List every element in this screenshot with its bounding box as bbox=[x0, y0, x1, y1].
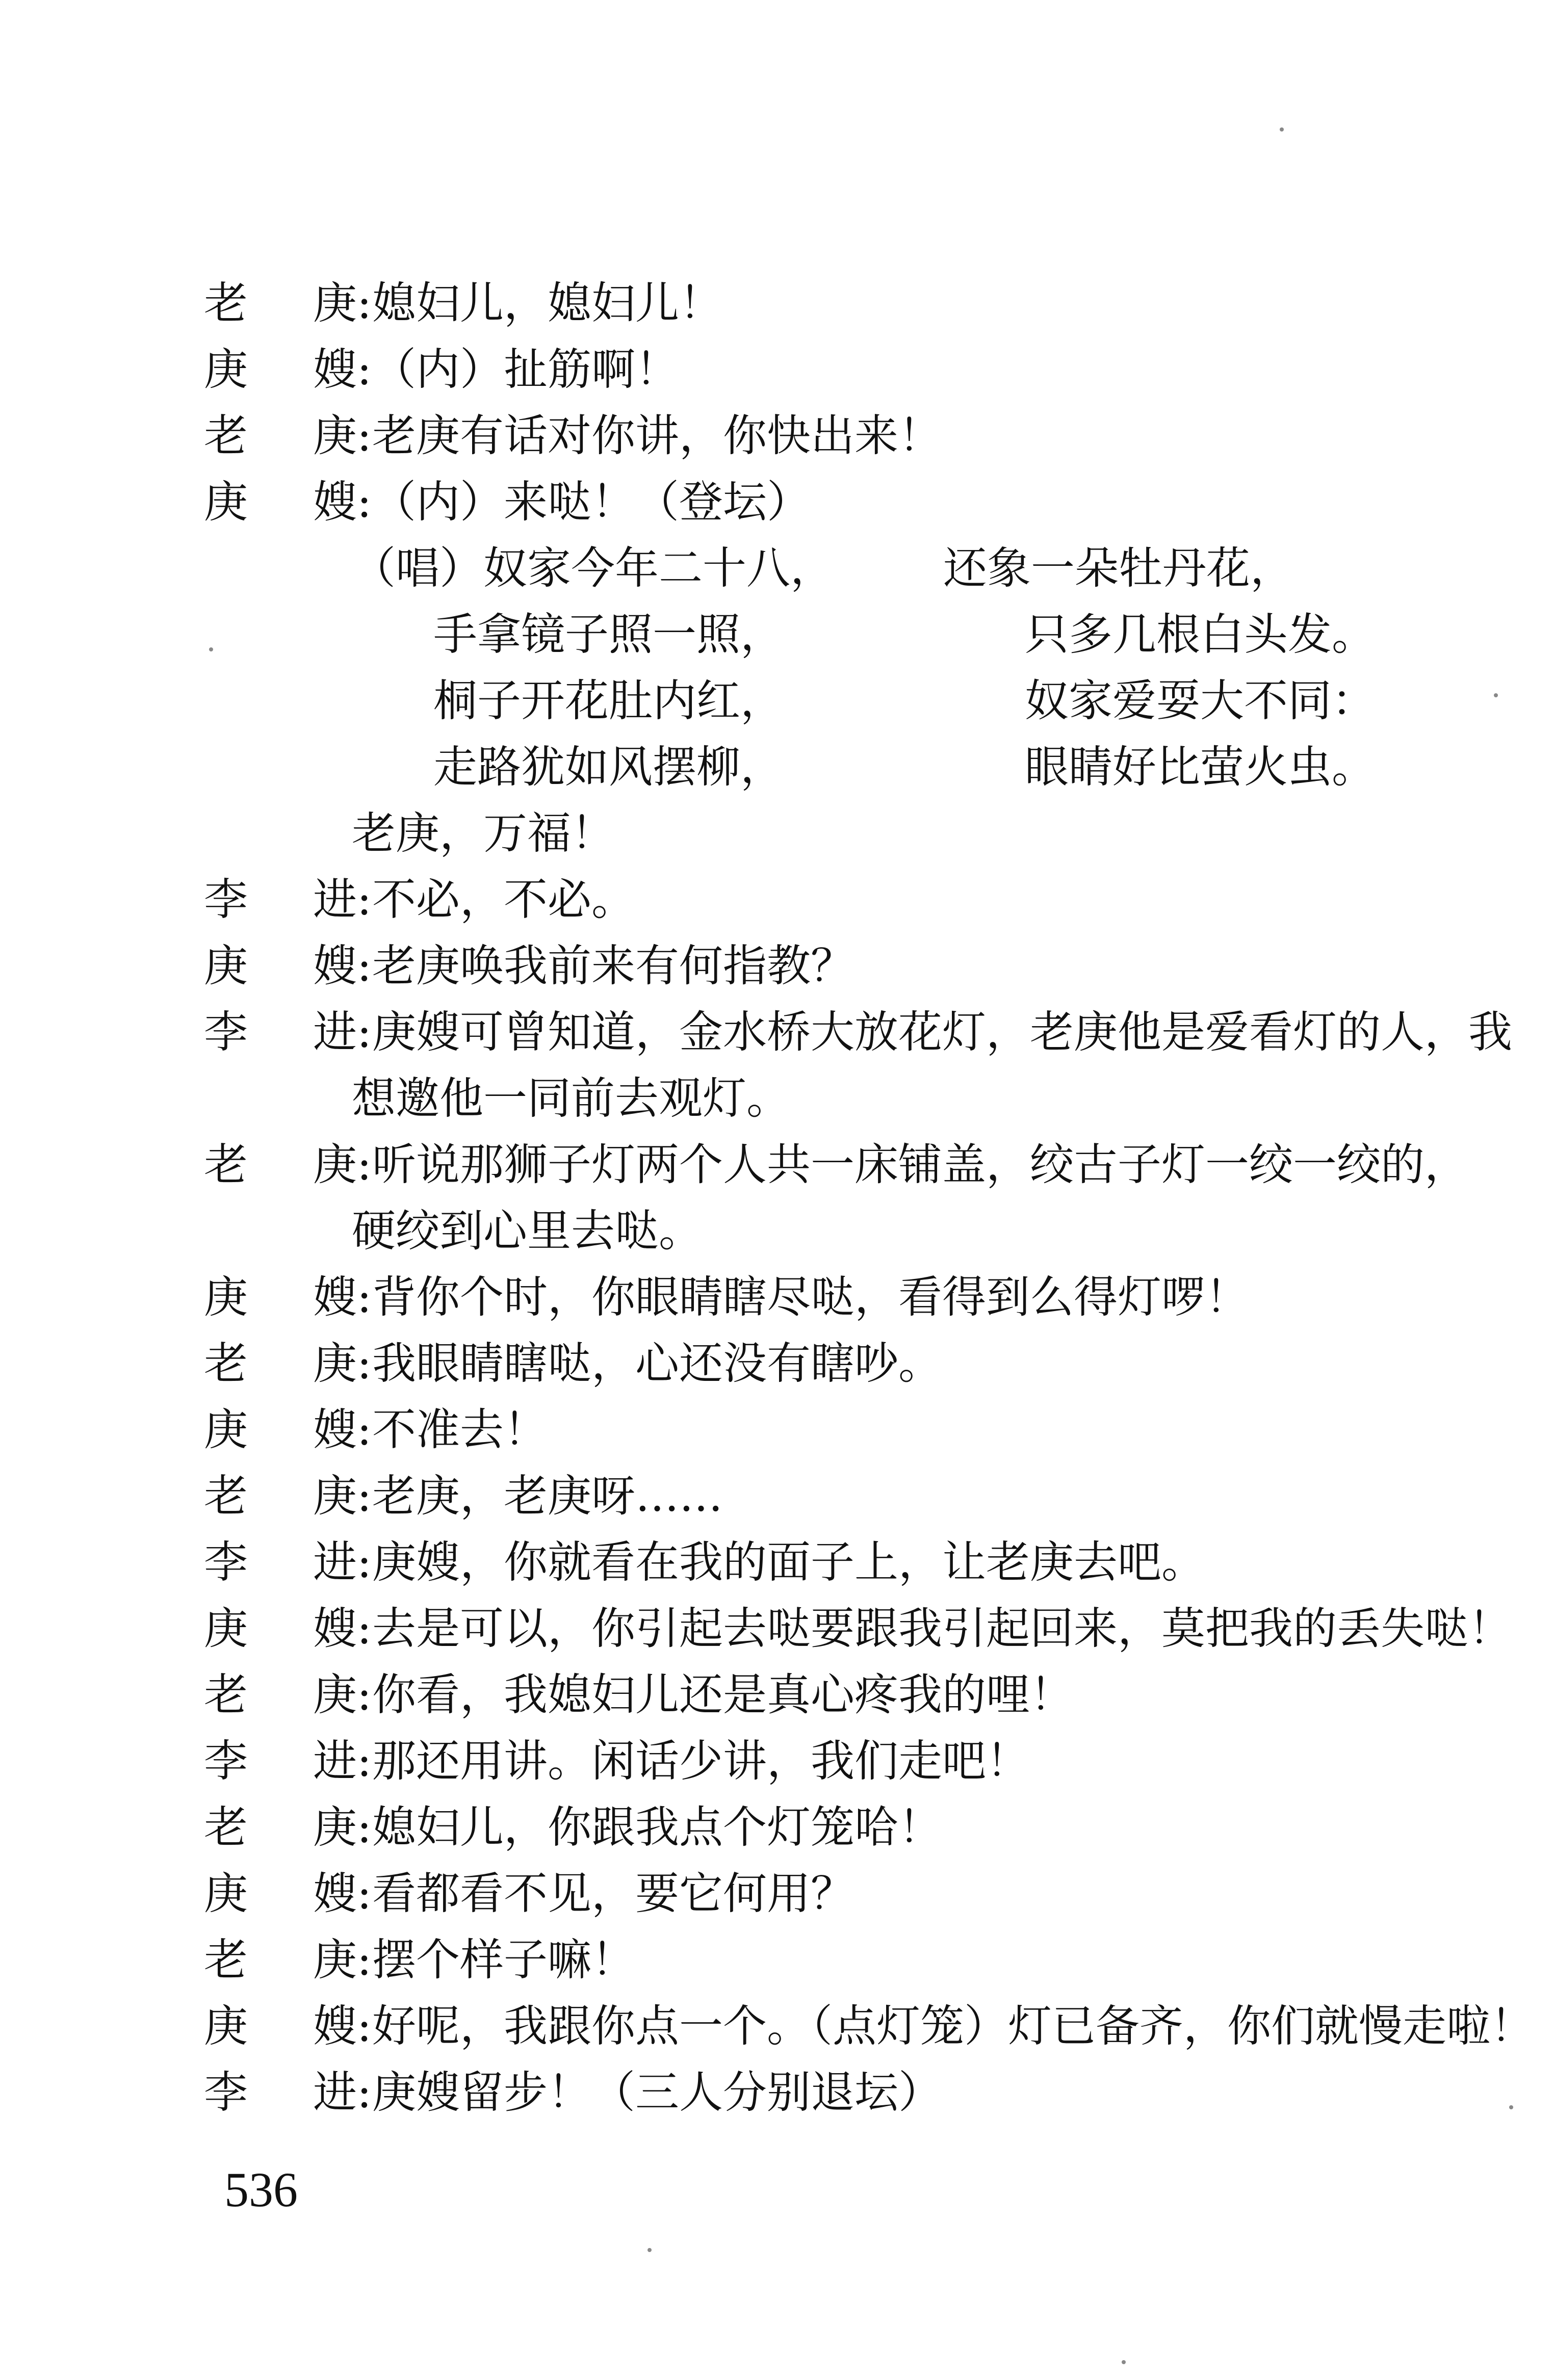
speaker: 老 庚 bbox=[204, 1669, 357, 1720]
scan-speck bbox=[1280, 127, 1284, 132]
page-number: 536 bbox=[224, 2162, 298, 2217]
dialogue-line: 庚 嫂 : 背你个时，你眼睛瞎尽哒，看得到么得灯啰！ bbox=[204, 1264, 1458, 1330]
speaker: 庚 嫂 bbox=[204, 477, 357, 528]
song-intro: （唱） bbox=[352, 543, 483, 594]
line-text: 我眼睛瞎哒，心还没有瞎吵。 bbox=[372, 1338, 942, 1389]
speaker: 李 进 bbox=[204, 874, 357, 925]
dialogue-line: 庚 嫂 : 老庚唤我前来有何指教？ bbox=[204, 933, 1458, 999]
line-text: 那还用讲。闲话少讲，我们走吧！ bbox=[372, 1736, 1030, 1787]
line-text: 看都看不见，要它何用？ bbox=[372, 1868, 854, 1919]
song-verse-right: 还象一朵牡丹花， bbox=[943, 543, 1294, 594]
dialogue-line: 老 庚 : 老庚，老庚呀…… bbox=[204, 1463, 1458, 1529]
song-row bbox=[204, 734, 1458, 800]
speaker: 庚 嫂 bbox=[204, 940, 357, 991]
dialogue-line: 李 进 : 那还用讲。闲话少讲，我们走吧！ bbox=[204, 1728, 1458, 1794]
speaker: 庚 嫂 bbox=[204, 344, 357, 395]
speaker: 庚 嫂 bbox=[204, 1868, 357, 1919]
speaker: 李 进 bbox=[204, 1537, 357, 1588]
line-text: 庚嫂，你就看在我的面子上，让老庚去吧。 bbox=[372, 1537, 1205, 1588]
speaker: 老 庚 bbox=[204, 1139, 357, 1190]
speaker: 老 庚 bbox=[204, 1471, 357, 1522]
line-text: 媳妇儿，媳妇儿！ bbox=[372, 278, 723, 329]
song-verse-left: 走路犹如风摆柳， bbox=[433, 742, 784, 793]
scan-speck bbox=[648, 2248, 652, 2252]
song-verse-right: 只多几根白头发。 bbox=[1025, 609, 1376, 660]
speaker: 庚 嫂 bbox=[204, 1603, 357, 1654]
scan-speck bbox=[209, 647, 213, 651]
dialogue-line: 老 庚 : 老庚有话对你讲，你快出来！ bbox=[204, 403, 1458, 469]
line-text: （内）扯筋啊！ bbox=[372, 344, 679, 395]
line-text: 庚嫂留步！（三人分别退坛） bbox=[372, 2067, 942, 2118]
dialogue-line: 李 进 : 庚嫂，你就看在我的面子上，让老庚去吧。 bbox=[204, 1529, 1458, 1596]
dialogue-line: 庚 嫂 : 好呢，我跟你点一个。（点灯笼）灯已备齐，你们就慢走啦！ bbox=[204, 1993, 1458, 2059]
speaker: 老 庚 bbox=[204, 278, 357, 329]
song-closing: 老庚，万福！ bbox=[352, 808, 615, 859]
dialogue-line: 老 庚 : 我眼睛瞎哒，心还没有瞎吵。 bbox=[204, 1330, 1458, 1397]
scan-speck bbox=[1122, 2360, 1126, 2364]
line-text: 听说那狮子灯两个人共一床铺盖，绞古子灯一绞一绞的， bbox=[372, 1139, 1468, 1190]
speaker: 庚 嫂 bbox=[204, 2001, 357, 2052]
dialogue-line: 李 进 : 庚嫂可曾知道，金水桥大放花灯，老庚他是爱看灯的人，我 bbox=[204, 999, 1458, 1065]
dialogue-line: 老 庚 : 你看，我媳妇儿还是真心疼我的哩！ bbox=[204, 1662, 1458, 1728]
song-row bbox=[204, 668, 1458, 734]
song-verse-right: 眼睛好比萤火虫。 bbox=[1025, 742, 1376, 793]
song-verse-left: 手拿镜子照一照， bbox=[433, 609, 784, 660]
line-continuation: 硬绞到心里去哒。 bbox=[352, 1206, 703, 1257]
song-verse-left: 桐子开花肚内红， bbox=[433, 675, 784, 726]
speaker: 庚 嫂 bbox=[204, 1404, 357, 1455]
dialogue-line: 老 庚 : 媳妇儿，你跟我点个灯笼哈！ bbox=[204, 1794, 1458, 1861]
line-text: 媳妇儿，你跟我点个灯笼哈！ bbox=[372, 1802, 942, 1853]
line-text: 背你个时，你眼睛瞎尽哒，看得到么得灯啰！ bbox=[372, 1272, 1249, 1323]
dialogue-line: 庚 嫂 : （内）来哒！（登坛） bbox=[204, 469, 1458, 535]
scan-speck bbox=[1494, 693, 1498, 697]
song-verse-right: 奴家爱耍大不同： bbox=[1025, 675, 1376, 726]
scan-speck bbox=[1509, 2105, 1513, 2109]
speaker: 李 进 bbox=[204, 1736, 357, 1787]
line-text: 不准去！ bbox=[372, 1404, 548, 1455]
line-text: 老庚唤我前来有何指教？ bbox=[372, 940, 854, 991]
line-continuation: 想邀他一同前去观灯。 bbox=[352, 1073, 790, 1124]
dialogue-line: 李 进 : 庚嫂留步！（三人分别退坛） bbox=[204, 2059, 1458, 2126]
script-text bbox=[204, 270, 1534, 2126]
speaker: 庚 嫂 bbox=[204, 1272, 357, 1323]
line-text: 去是可以，你引起去哒要跟我引起回来，莫把我的丢失哒！ bbox=[372, 1603, 1512, 1654]
speaker: 李 进 bbox=[204, 1007, 357, 1058]
song-row bbox=[204, 535, 1458, 601]
line-text: 老庚有话对你讲，你快出来！ bbox=[372, 410, 942, 461]
dialogue-line: 老 庚 : 摆个样子嘛！ bbox=[204, 1927, 1458, 1993]
line-text: 庚嫂可曾知道，金水桥大放花灯，老庚他是爱看灯的人，我 bbox=[372, 1007, 1512, 1058]
speaker: 老 庚 bbox=[204, 1338, 357, 1389]
speaker: 老 庚 bbox=[204, 1802, 357, 1853]
dialogue-line: 庚 嫂 : 去是可以，你引起去哒要跟我引起回来，莫把我的丢失哒！ bbox=[204, 1596, 1458, 1662]
line-text: 你看，我媳妇儿还是真心疼我的哩！ bbox=[372, 1669, 1074, 1720]
dialogue-line: 老 庚 : 媳妇儿，媳妇儿！ bbox=[204, 270, 1458, 336]
dialogue-line: 老 庚 : 听说那狮子灯两个人共一床铺盖，绞古子灯一绞一绞的， bbox=[204, 1132, 1458, 1198]
dialogue-line: 庚 嫂 : 看都看不见，要它何用？ bbox=[204, 1861, 1458, 1927]
speaker: 老 庚 bbox=[204, 410, 357, 461]
dialogue-line: 庚 嫂 : 不准去！ bbox=[204, 1397, 1458, 1463]
line-text: 老庚，老庚呀…… bbox=[372, 1471, 723, 1522]
dialogue-line: 庚 嫂 : （内）扯筋啊！ bbox=[204, 336, 1458, 403]
line-text: 摆个样子嘛！ bbox=[372, 1934, 635, 1985]
line-text: 好呢，我跟你点一个。（点灯笼）灯已备齐，你们就慢走啦！ bbox=[372, 2001, 1534, 2052]
song-row bbox=[204, 601, 1458, 668]
line-text: 不必，不必。 bbox=[372, 874, 635, 925]
song-verse-left: 奴家今年二十八， bbox=[483, 543, 834, 594]
speaker: 老 庚 bbox=[204, 1934, 357, 1985]
dialogue-line: 李 进 : 不必，不必。 bbox=[204, 867, 1458, 933]
line-text: （内）来哒！（登坛） bbox=[372, 477, 811, 528]
speaker: 李 进 bbox=[204, 2067, 357, 2118]
